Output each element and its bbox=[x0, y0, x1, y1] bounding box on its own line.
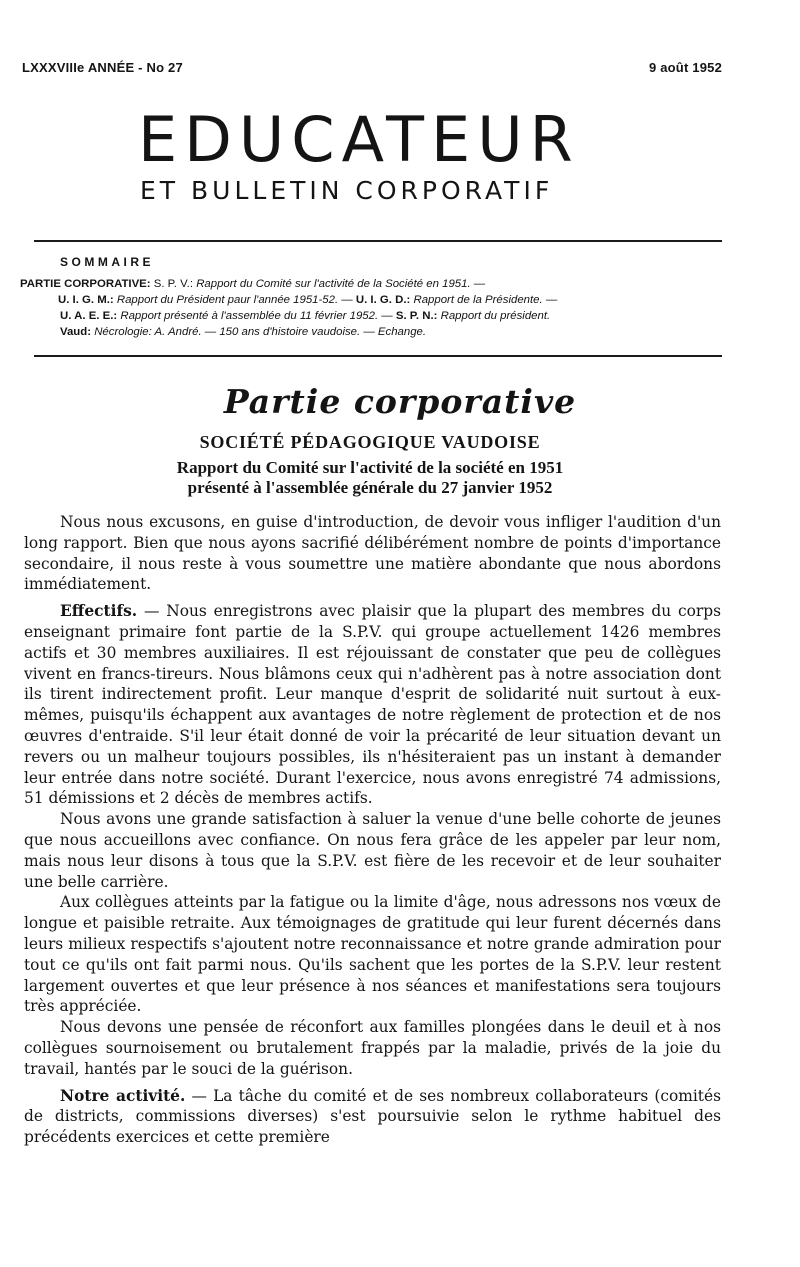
section-title: Partie corporative bbox=[223, 382, 577, 421]
issue-date: 9 août 1952 bbox=[648, 60, 722, 75]
paragraph-retraite: Aux collègues atteints par la fatigue ou la limite d'âge, nous adressons nos vœux de longue et paisible retraite. Aux témoignages de gratitude qui leur furent décernés dans leurs milieux respectifs s'ajoutent notre reconnaissance et notre grande admiration pour tout ce qu'ils ont fait parmi nous. Qu'ils sachent que les portes de la S.P.V. leur restent largement ouvertes et que leur présence à nos séances et manifestations sera toujours très appréciée. bbox=[24, 893, 721, 1016]
paragraph-jeunes: Nous avons une grande satisfaction à saluer la venue d'une belle cohorte de jeunes que nous accueillons avec confiance. On nous fera grâce de les appeler par leur nom, mais nous leur disons à tous que la S.P.V. est fière de les recevoir et de leur souhaiter une belle carrière. bbox=[24, 810, 721, 891]
sommaire-entry: Rapport du président. bbox=[440, 310, 551, 322]
masthead-subtitle: ET BULLETIN CORPORATIF bbox=[140, 176, 554, 205]
sommaire-entry: Rapport de la Présidente. — bbox=[413, 294, 558, 306]
sommaire-line bbox=[20, 276, 724, 292]
sommaire-contents bbox=[20, 276, 724, 340]
sommaire-org: S. P. V.: bbox=[153, 278, 194, 290]
masthead-title: EDUCATEUR bbox=[138, 103, 580, 176]
sommaire-org: Vaud: bbox=[60, 326, 92, 338]
report-title-line: présenté à l'assemblée générale du 27 janvier 1952 bbox=[187, 478, 553, 497]
sommaire-org: U. I. G. M.: bbox=[58, 294, 114, 306]
paragraph-lead: Effectifs. bbox=[60, 602, 138, 621]
paragraph-text: — La tâche du comité et de ses nombreux collaborateurs (comités de districts, commissions diverses) s'est poursuivie selon le rythme habituel des précédents exercices et cette première bbox=[24, 1086, 721, 1147]
sommaire-section-label: PARTIE CORPORATIVE: bbox=[20, 278, 151, 290]
report-title-line: Rapport du Comité sur l'activité de la société en 1951 bbox=[176, 458, 564, 477]
sommaire-heading: SOMMAIRE bbox=[60, 255, 154, 269]
top-rule bbox=[34, 240, 722, 242]
sommaire-org: U. I. G. D.: bbox=[355, 294, 411, 306]
paragraph-activite bbox=[24, 1086, 721, 1148]
society-name: SOCIÉTÉ PÉDAGOGIQUE VAUDOISE bbox=[199, 432, 541, 452]
sommaire-org: U. A. E. E.: bbox=[60, 310, 118, 322]
sommaire-entry: Rapport du Comité sur l'activité de la Société en 1951. — bbox=[196, 278, 486, 290]
sommaire-line bbox=[20, 292, 724, 308]
sommaire-entry: Rapport du Président paur l'année 1951-52. — bbox=[116, 294, 353, 306]
sommaire-org: S. P. N.: bbox=[395, 310, 438, 322]
article-body bbox=[24, 512, 721, 1148]
report-title bbox=[0, 458, 740, 498]
bottom-rule bbox=[34, 355, 722, 357]
paragraph-lead: Notre activité. bbox=[60, 1086, 186, 1105]
paragraph-intro: Nous nous excusons, en guise d'introduction, de devoir vous infliger l'audition d'un long rapport. Bien que nous ayons sacrifié délibérément nombre de points d'importance secondaire, il nous reste à vous soumettre une matière abondante que nous abordons immédiatement. bbox=[24, 513, 721, 594]
sommaire-line bbox=[20, 324, 724, 340]
issue-number: LXXXVIIIe ANNÉE - No 27 bbox=[22, 60, 183, 75]
sommaire-entry: Rapport présenté à l'assemblée du 11 février 1952. — bbox=[120, 310, 393, 322]
paragraph-effectifs bbox=[24, 601, 721, 809]
sommaire-line bbox=[20, 308, 724, 324]
paragraph-text: — Nous enregistrons avec plaisir que la plupart des membres du corps enseignant primaire font partie de la S.P.V. qui groupe actuellement 1426 membres actifs et 30 membres auxiliaires. Il est réjouissant de constater que peu de collègues vivent en francs-tireurs. Nous blâmons ceux qui n'adhèrent pas à notre association dont ils tirent indirectement profit. Leur manque d'esprit de solidarité nuit surtout à eux-mêmes, puisqu'ils échappent aux avantages de notre règlement de protection et de nos œuvres d'entraide. S'il leur était donné de voir la précarité de leur situation devant un revers ou un malheur toujours possibles, ils n'hésiteraient pas un instant à demander leur entrée dans notre société. Durant l'exercice, nous avons enregistré 74 admissions, 51 démissions et 2 décès de membres actifs. bbox=[24, 602, 721, 808]
sommaire-entry: Nécrologie: A. André. — 150 ans d'histoire vaudoise. — Echange. bbox=[94, 326, 427, 338]
paragraph-reconfort: Nous devons une pensée de réconfort aux familles plongées dans le deuil et à nos collègues sournoisement ou brutalement frappés par la maladie, privés de la joie du travail, hantés par le souci de la guérison. bbox=[24, 1018, 721, 1078]
